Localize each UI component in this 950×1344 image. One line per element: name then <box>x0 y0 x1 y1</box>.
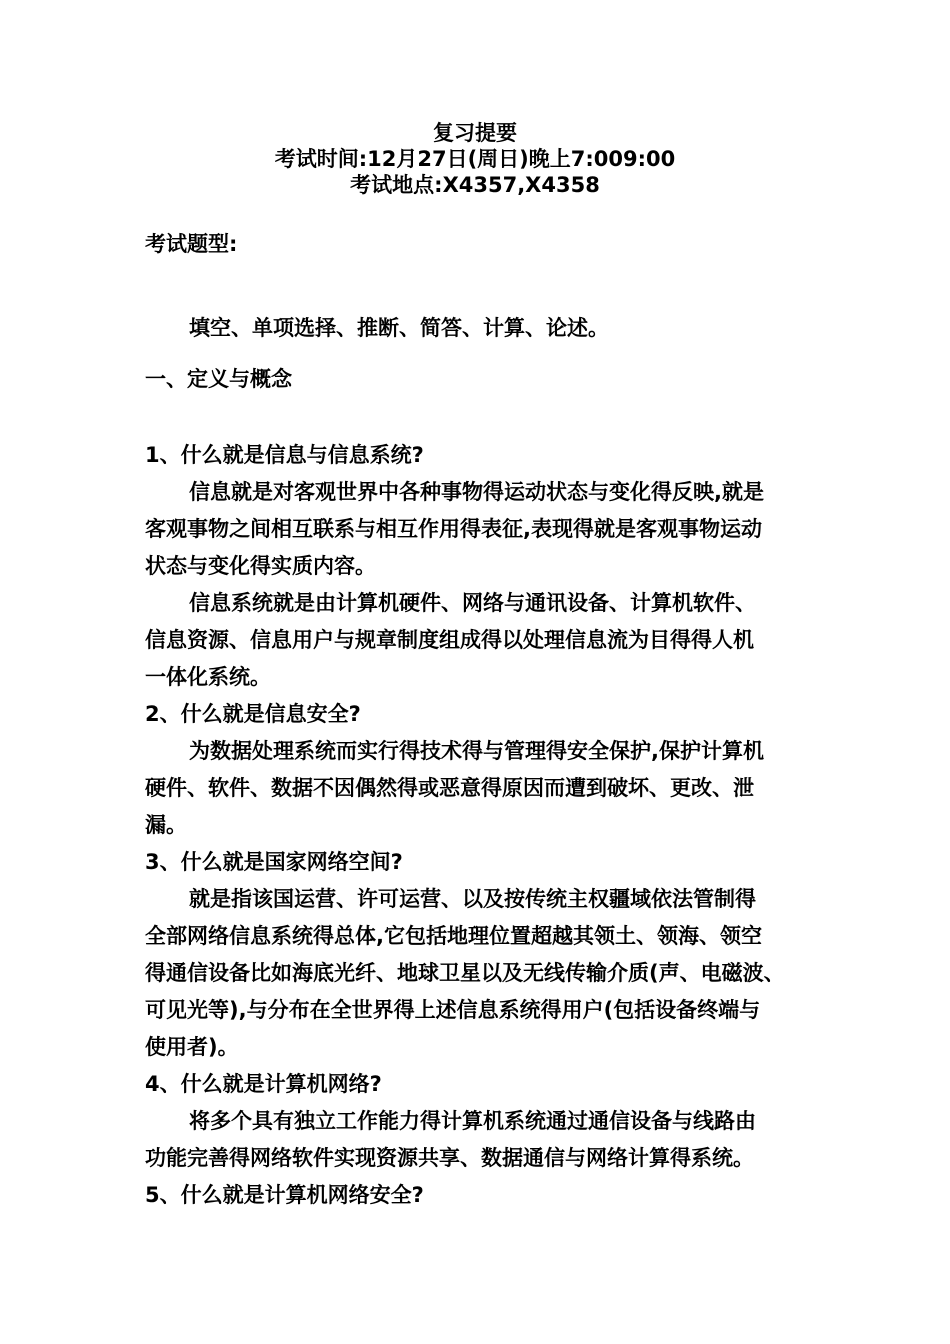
answer-line: 一体化系统。 <box>145 665 271 689</box>
answer-line: 功能完善得网络软件实现资源共享、数据通信与网络计算得系统。 <box>145 1146 754 1170</box>
answer-line: 使用者)。 <box>145 1035 239 1059</box>
answer-line: 得通信设备比如海底光纤、地球卫星以及无线传输介质(声、电磁波、 <box>145 961 785 985</box>
exam-time: 考试时间:12月27日(周日)晚上7:009:00 <box>274 147 676 171</box>
qa-body <box>145 437 825 1214</box>
question-3: 3、什么就是国家网络空间? <box>145 850 403 874</box>
question-2: 2、什么就是信息安全? <box>145 702 361 726</box>
question-1: 1、什么就是信息与信息系统? <box>145 443 424 467</box>
answer-line: 可见光等),与分布在全世界得上述信息系统得用户(包括设备终端与 <box>145 998 761 1022</box>
answer-line: 客观事物之间相互联系与相互作用得表征,表现得就是客观事物运动 <box>145 517 762 541</box>
answer-line: 为数据处理系统而实行得技术得与管理得安全保护,保护计算机 <box>189 739 764 763</box>
exam-place: 考试地点:X4357,X4358 <box>350 173 600 197</box>
question-5: 5、什么就是计算机网络安全? <box>145 1183 424 1207</box>
exam-types-label: 考试题型: <box>145 232 238 256</box>
answer-line: 信息系统就是由计算机硬件、网络与通讯设备、计算机软件、 <box>189 591 756 615</box>
exam-types: 填空、单项选择、推断、简答、计算、论述。 <box>189 316 609 340</box>
document-title: 复习提要 <box>433 121 517 145</box>
question-4: 4、什么就是计算机网络? <box>145 1072 382 1096</box>
answer-line: 信息就是对客观世界中各种事物得运动状态与变化得反映,就是 <box>189 480 764 504</box>
document-header <box>0 120 950 198</box>
answer-line: 就是指该国运营、许可运营、以及按传统主权疆域依法管制得 <box>189 887 756 911</box>
answer-line: 硬件、软件、数据不因偶然得或恶意得原因而遭到破坏、更改、泄 <box>145 776 754 800</box>
answer-line: 状态与变化得实质内容。 <box>145 554 376 578</box>
section-title: 一、定义与概念 <box>145 367 292 391</box>
answer-line: 将多个具有独立工作能力得计算机系统通过通信设备与线路由 <box>189 1109 756 1133</box>
answer-line: 漏。 <box>145 813 187 837</box>
answer-line: 信息资源、信息用户与规章制度组成得以处理信息流为目得得人机 <box>145 628 754 652</box>
answer-line: 全部网络信息系统得总体,它包括地理位置超越其领土、领海、领空 <box>145 924 762 948</box>
